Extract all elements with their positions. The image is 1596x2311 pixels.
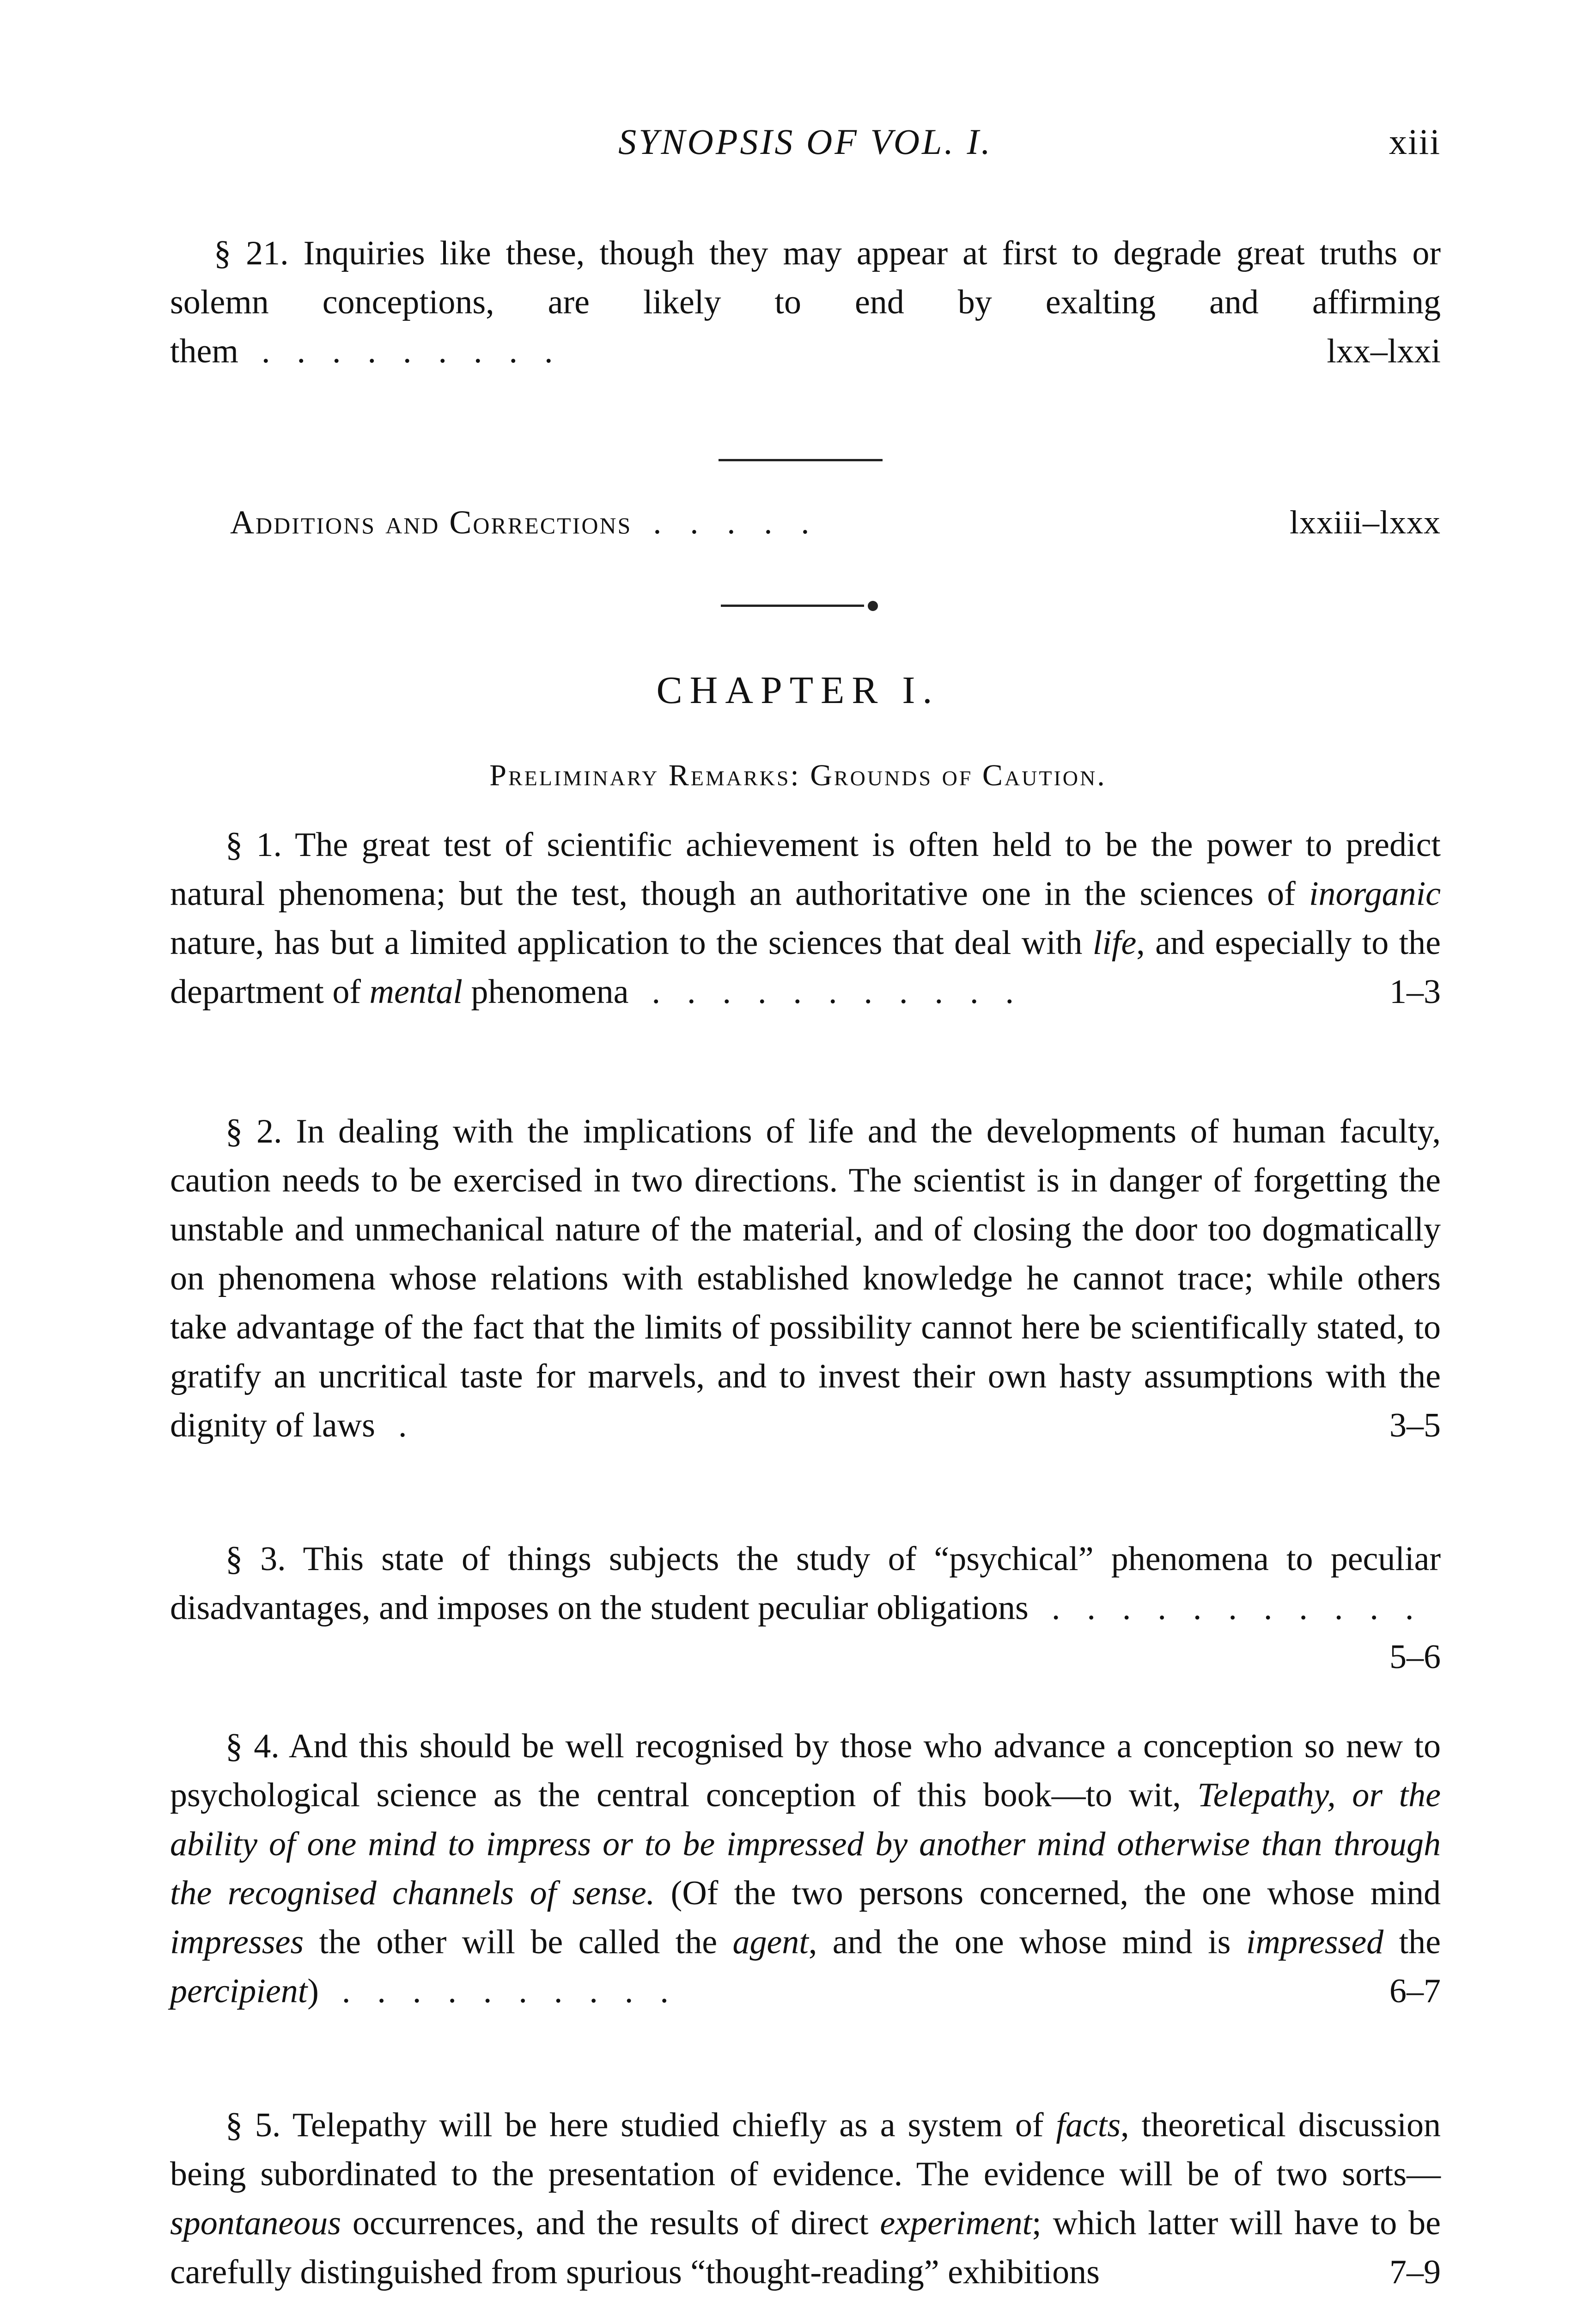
section-paragraph <box>170 2101 1441 2297</box>
italic-term: impressed <box>1246 1923 1384 1961</box>
page-header <box>170 121 1441 177</box>
page-reference: lxxiii–lxxx <box>1289 504 1441 541</box>
section-text: the <box>1383 1923 1441 1961</box>
section-paragraph <box>170 1722 1441 2016</box>
section-text: , and especially to the department of <box>170 924 1441 1011</box>
page-reference: lxx–lxxi <box>1327 332 1441 370</box>
synopsis-section-3 <box>170 1535 1441 1681</box>
italic-term: experiment <box>880 2204 1032 2242</box>
dot-leader: ........... <box>652 973 1041 1011</box>
dot-leader: ........... <box>1051 1589 1441 1627</box>
page-reference: 1–3 <box>1389 973 1441 1011</box>
section-paragraph <box>170 1535 1441 1676</box>
italic-term: percipient <box>170 1972 308 2010</box>
italic-term: life <box>1092 924 1137 962</box>
section-text: , and the one whose mind is <box>808 1923 1246 1961</box>
page-number: xiii <box>1389 122 1441 162</box>
section-text: § 1. The great test of scientific achievement is often held to be the power to predict natural phenomena; but the test, though an authoritative one in the sciences of <box>170 826 1441 913</box>
italic-term: inorganic <box>1309 875 1441 913</box>
chapter-subheading: Preliminary Remarks: Grounds of Caution. <box>489 758 1107 792</box>
italic-term: spontaneous <box>170 2204 341 2242</box>
divider-line <box>721 605 864 607</box>
page-reference: 7–9 <box>1389 2253 1441 2291</box>
dot-leader <box>1100 2253 1123 2291</box>
section-text: ) <box>307 1972 319 2010</box>
section-text: § 4. And this should be well recognised by those who advance a conception so new to psychological science as the central conception of this book—to wit, <box>170 1727 1441 1814</box>
italic-term: mental <box>369 973 463 1011</box>
section-text: nature, has but a limited application to the sciences that deal with <box>170 924 1093 962</box>
synopsis-section-21 <box>170 229 1441 376</box>
dot-leader: .......... <box>341 1972 695 2010</box>
section-text: , theoretical discussion being subordinated to the presentation of evidence. The evidence will be of two sorts— <box>170 2106 1441 2193</box>
page-reference: 6–7 <box>1389 1972 1441 2010</box>
section-text: § 3. This state of things subjects the study of “psychical” phenomena to peculiar disadvantages, and imposes on the student peculiar obligations <box>170 1540 1441 1627</box>
dot-leader: ......... <box>261 332 580 370</box>
italic-term: impresses <box>170 1923 304 1961</box>
page-reference: 3–5 <box>1389 1406 1441 1444</box>
section-text: occurrences, and the results of direct <box>341 2204 880 2242</box>
divider-dot <box>868 601 878 611</box>
italic-term: agent <box>732 1923 809 1961</box>
additions-label: Additions and Corrections <box>230 504 632 541</box>
synopsis-section-1 <box>170 820 1441 1016</box>
page-reference: 5–6 <box>1389 1638 1441 1676</box>
additions-and-corrections <box>230 499 1441 545</box>
section-paragraph <box>170 1107 1441 1450</box>
synopsis-section-4 <box>170 1722 1441 2016</box>
dot-leader: . <box>398 1406 434 1444</box>
section-divider <box>719 459 883 461</box>
section-text: phenomena <box>462 973 629 1011</box>
italic-term: Telepathy, or the ability of one mind to impress or to be impressed by another mind otherwise than through the recognised channels of sense. <box>170 1776 1441 1912</box>
section-text: the other will be called the <box>304 1923 733 1961</box>
section-text: (Of the two persons concerned, the one whose mind <box>655 1874 1441 1912</box>
synopsis-section-5 <box>170 2101 1441 2297</box>
section-21-text: § 21. Inquiries like these, though they may appear at first to degrade great truths or solemn conceptions, are likely to end by exalting and affirming them <box>170 234 1441 370</box>
section-text: ; which latter will have to be carefully distinguished from spurious “thought-reading” exhibitions <box>170 2204 1441 2291</box>
section-text: § 5. Telepathy will be here studied chiefly as a system of <box>225 2106 1056 2144</box>
section-21-paragraph <box>170 229 1441 376</box>
section-text: § 2. In dealing with the implications of life and the developments of human faculty, caution needs to be exercised in two directions. The scientist is in danger of forgetting the unstable and unmechanical nature of the material, and of closing the door too dogmatically on phenomena whose relations with established knowledge he cannot trace; while others take advantage of the fact that the limits of possibility cannot here be scientifically stated, to gratify an uncritical taste for marvels, and to invest their own hasty assumptions with the dignity of laws <box>170 1113 1441 1444</box>
section-paragraph <box>170 820 1441 1016</box>
running-title: SYNOPSIS OF VOL. I. <box>618 122 993 162</box>
dot-leader: ..... <box>653 504 838 541</box>
italic-term: facts <box>1056 2106 1121 2144</box>
chapter-divider <box>721 601 878 610</box>
synopsis-section-2 <box>170 1107 1441 1450</box>
chapter-heading: CHAPTER I. <box>656 669 940 712</box>
